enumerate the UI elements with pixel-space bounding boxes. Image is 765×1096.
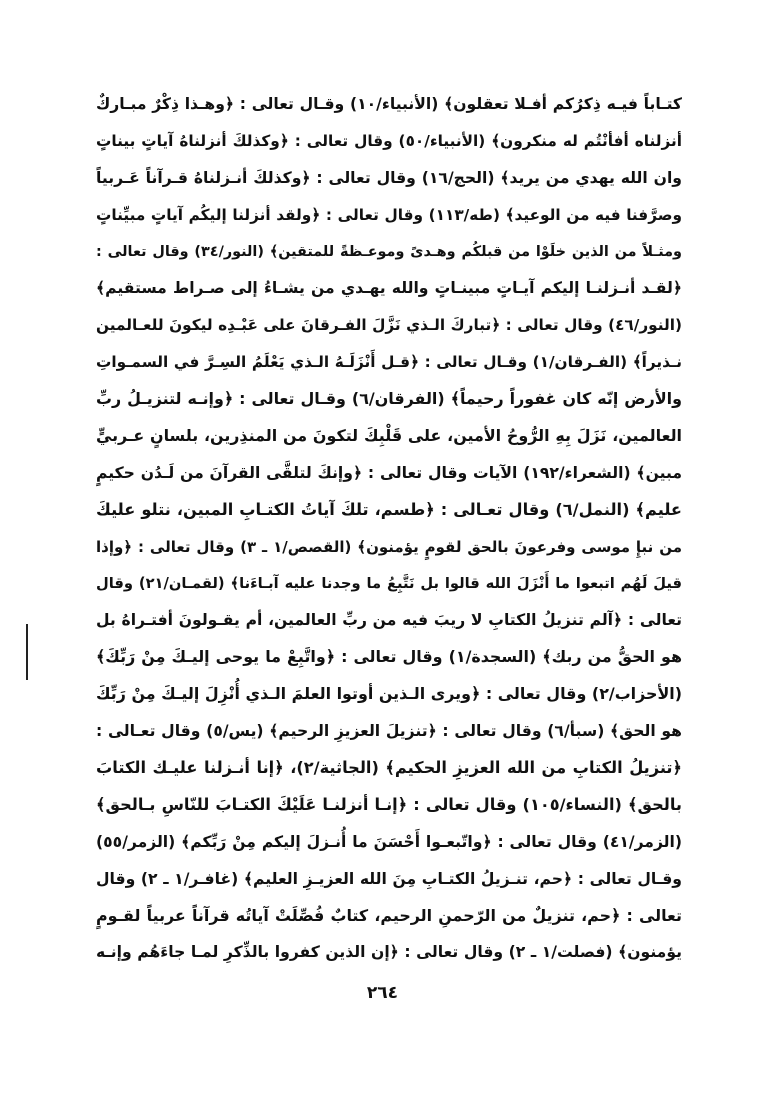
text-line: وقـال تعالى : ﴿حم، تنـزيلُ الكتـابِ مِنَ الله العزيـزِ العليم﴾ (غافـر/١ ـ ٢) وقال [96, 869, 682, 888]
text-line: يؤمنون﴾ (فصلت/١ ـ ٢) وقال تعالى : ﴿إن الذين كفروا بالذِّكرِ لمـا جاءَهُم وإنـه [96, 943, 682, 962]
text-line: من نبإِ موسى وفرعونَ بالحق لقومٍ يؤمنون﴾ (القصص/١ ـ ٣) وقال تعالى : ﴿وإذا [96, 537, 682, 556]
text-line: ﴿تنزيلُ الكتابِ من الله العزيزِ الحكيم﴾ (الجاثية/٢)، ﴿إنا أنـزلنا عليـك الكتابَ [96, 758, 682, 778]
text-line: قيلَ لَهُم اتبعوا ما أَنْزَلَ الله قالوا بل نَتَّبِعُ ما وجدنا عليه آبـاءَنا﴾ (لقمـان/٢١) وقال [96, 574, 682, 592]
text-line: والأرض إنّه كان غفوراً رحيماً﴾ (الفرقان/٦) وقـال تعالى : ﴿وإنـه لتنزيـلُ ربِّ [96, 389, 682, 409]
text-line: هو الحقُّ من ربك﴾ (السجدة/١) وقال تعالى : ﴿واتَّبِعْ ما يوحى إليـكَ مِنْ رَبِّكَ﴾ [96, 647, 682, 667]
text-line: نـذيراً﴾ (الفـرقان/١) وقـال تعالى : ﴿قـل أَنْزَلَـهُ الـذي يَعْلَمُ السِـرَّ في السمـواتِ [96, 353, 682, 372]
text-line: بالحق﴾ (النساء/١٠٥) وقال تعالى : ﴿إنـا أنزلنـا عَلَيْكَ الكتـابَ للنّاسِ بـالحق﴾ [96, 794, 682, 814]
text-line: ومثـلاً من الذين خلَوْا من قبلكُم وهـدىً وموعـظةً للمتقين﴾ (النور/٣٤) وقال تعالى : [96, 243, 682, 260]
text-line: تعالى : ﴿حم، تنزيلٌ من الرّحمنِ الرحيم، كتابٌ فُصِّلَتْ آياتُه قرآناً عربياً لقـومٍ [96, 905, 682, 925]
text-line: أنزلناه أفأنْتُم له منكرون﴾ (الأنبياء/٥٠) وقال تعالى : ﴿وكذلكَ أنزلناهُ آياتٍ بيناتٍ [96, 131, 682, 150]
text-line: وان الله يهدي من يريد﴾ (الحج/١٦) وقال تعالى : ﴿وكذلكَ أنـزلناهُ قـرآناً عَـربياً [96, 168, 682, 187]
text-line: عليم﴾ (النمل/٦) وقال تعـالى : ﴿طسم، تلكَ آياتُ الكتـابِ المبين، نتلو عليكَ [96, 499, 682, 519]
text-line: وصرَّفنا فيه من الوعيد﴾ (طه/١١٣) وقال تعالى : ﴿ولقد أنزلنا إليكُم آياتٍ مبيِّناتٍ [96, 205, 682, 224]
text-line: (الزمر/٤١) وقال تعالى : ﴿واتّبعـوا أَحْسَنَ ما أُنـزلَ إليكم مِنْ رَبِّكم﴾ (الزمر/٥٥) [96, 832, 682, 851]
text-line: (النور/٤٦) وقال تعالى : ﴿تباركَ الـذي نَزَّلَ الفـرقانَ على عَبْـدِه ليكونَ للعـالمين [96, 316, 682, 335]
text-line: تعالى : ﴿آلم تنزيلُ الكتابِ لا ريبَ فيه من ربِّ العالمين، أم يقـولونَ أفتـراهُ بل [96, 611, 682, 630]
text-line: العالمين، نَزَلَ بِهِ الرُّوحُ الأمين، على قَلْبِكَ لتكونَ من المنذِرين، بلسانٍ عـربيٍّ [96, 426, 682, 446]
text-line: هو الحق﴾ (سبأ/٦) وقال تعالى : ﴿تنزيلَ العزيزِ الرحيم﴾ (يس/٥) وقال تعـالى : [96, 722, 682, 741]
margin-mark [26, 624, 28, 680]
page-number: ٢٦٤ [366, 983, 399, 1003]
text-line: ﴿لقـد أنـزلنـا إليكم آيـاتٍ مبينـاتٍ والله يهـدي من يشـاءُ إلى صـراط مستقيم﴾ [96, 279, 682, 298]
body-text [96, 86, 682, 971]
text-line: مبين﴾ (الشعراء/١٩٢) الآيات وقال تعالى : ﴿وإنكَ لتلقَّى القرآنَ من لَـدُن حكيمٍ [96, 463, 682, 482]
text-line: كتـاباً فيـه ذِكرُكم أفـلا تعقلون﴾ (الأنبياء/١٠) وقـال تعالى : ﴿وهـذا ذِكْرٌ مبـاركٌ [96, 95, 682, 113]
text-line: (الأحزاب/٢) وقال تعالى : ﴿ويرى الـذين أوتوا العلمَ الـذي أُنْزِلَ إليـكَ مِنْ رَبِّكَ [96, 684, 682, 704]
